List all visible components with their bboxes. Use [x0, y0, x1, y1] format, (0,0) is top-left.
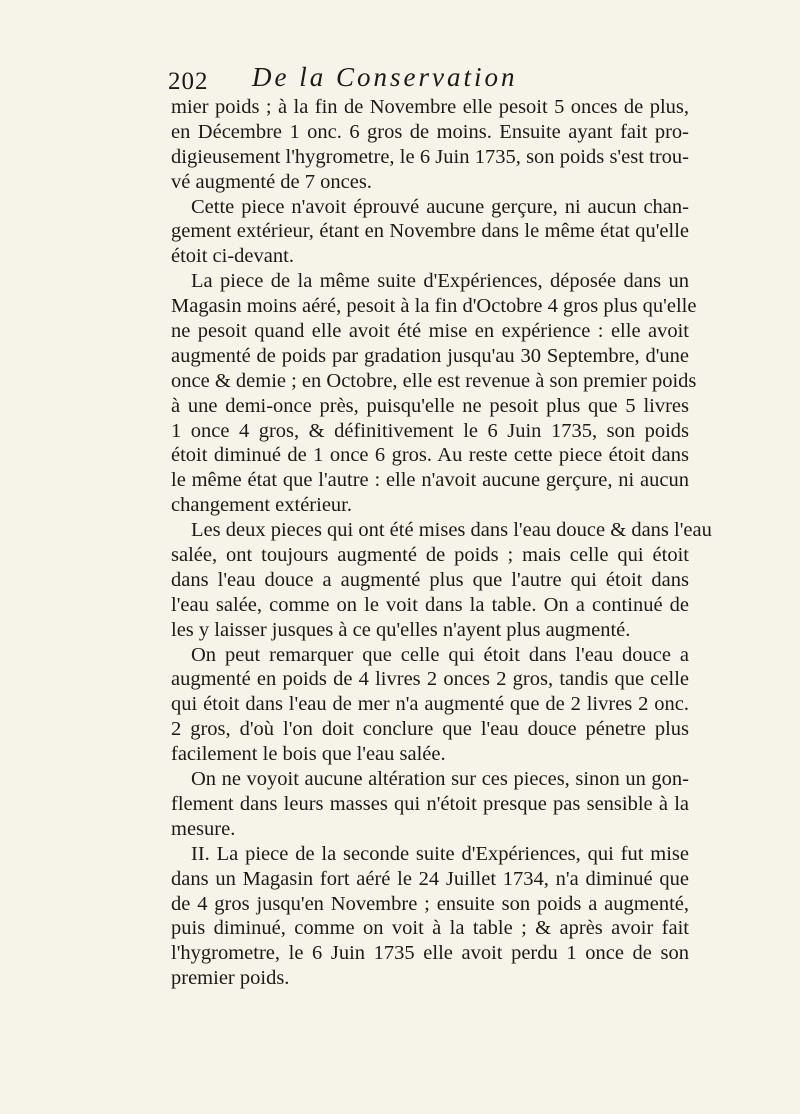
text-line: puis diminué, comme on voit à la table ; & après avoir fait: [171, 917, 689, 940]
text-line: en Décembre 1 onc. 6 gros de moins. Ensuite ayant fait pro-: [171, 120, 689, 143]
text-line: gement extérieur, étant en Novembre dans le même état qu'elle: [171, 220, 689, 243]
paragraph-start: La piece de la même suite d'Expériences, déposée dans un: [191, 270, 689, 293]
text-line: l'hygrometre, le 6 Juin 1735 elle avoit perdu 1 once de son: [171, 942, 689, 965]
paragraph-start: Cette piece n'avoit éprouvé aucune gerçure, ni aucun chan-: [191, 195, 689, 218]
text-line: augmenté de poids par gradation jusqu'au 30 Septembre, d'une: [171, 344, 689, 367]
paragraph-start: II. La piece de la seconde suite d'Expériences, qui fut mise: [191, 842, 689, 865]
text-line: 1 once 4 gros, & définitivement le 6 Juin 1735, son poids: [171, 419, 689, 442]
text-line: ne pesoit quand elle avoit été mise en expérience : elle avoit: [171, 320, 689, 343]
text-line: à une demi-once près, puisqu'elle ne pesoit plus que 5 livres: [171, 394, 689, 417]
paragraph-start: On peut remarquer que celle qui étoit dans l'eau douce a: [191, 643, 689, 666]
text-line: mier poids ; à la fin de Novembre elle pesoit 5 onces de plus,: [171, 96, 689, 118]
text-line: dans l'eau douce a augmenté plus que l'autre qui étoit dans: [171, 568, 689, 591]
text-line: mesure.: [171, 817, 236, 840]
text-line: les y laisser jusques à ce qu'elles n'ayent plus augmenté.: [171, 618, 631, 641]
text-line: étoit ci-devant.: [171, 245, 294, 268]
text-line: digieusement l'hygrometre, le 6 Juin 1735, son poids s'est trou-: [171, 145, 689, 168]
text-line: de 4 gros jusqu'en Novembre ; ensuite son poids a augmenté,: [171, 892, 689, 915]
text-line: once & demie ; en Octobre, elle est revenue à son premier poids: [171, 369, 697, 392]
page-number: 202: [168, 68, 209, 95]
text-line: premier poids.: [171, 967, 290, 990]
paragraph-start: Les deux pieces qui ont été mises dans l'eau douce & dans l'eau: [191, 519, 712, 542]
text-line: augmenté en poids de 4 livres 2 onces 2 gros, tandis que celle: [171, 668, 689, 691]
running-title: De la Conservation: [252, 62, 518, 92]
text-line: facilement le bois que l'eau salée.: [171, 743, 446, 766]
text-line: le même état que l'autre : elle n'avoit aucune gerçure, ni aucun: [171, 469, 689, 492]
text-line: changement extérieur.: [171, 494, 352, 517]
text-line: dans un Magasin fort aéré le 24 Juillet 1734, n'a diminué que: [171, 867, 689, 890]
text-line: étoit diminué de 1 once 6 gros. Au reste cette piece étoit dans: [171, 444, 689, 467]
paragraph-start: On ne voyoit aucune altération sur ces pieces, sinon un gon-: [191, 768, 689, 791]
text-line: vé augmenté de 7 onces.: [171, 170, 372, 193]
text-line: flement dans leurs masses qui n'étoit presque pas sensible à la: [171, 792, 689, 815]
text-line: Magasin moins aéré, pesoit à la fin d'Octobre 4 gros plus qu'elle: [171, 295, 697, 318]
text-line: 2 gros, d'où l'on doit conclure que l'eau douce pénetre plus: [171, 718, 689, 741]
text-line: salée, ont toujours augmenté de poids ; mais celle qui étoit: [171, 544, 689, 567]
body-text: [171, 95, 712, 991]
text-line: qui étoit dans l'eau de mer n'a augmenté que de 2 livres 2 onc.: [171, 693, 689, 716]
text-line: l'eau salée, comme on le voit dans la table. On a continué de: [171, 593, 689, 616]
